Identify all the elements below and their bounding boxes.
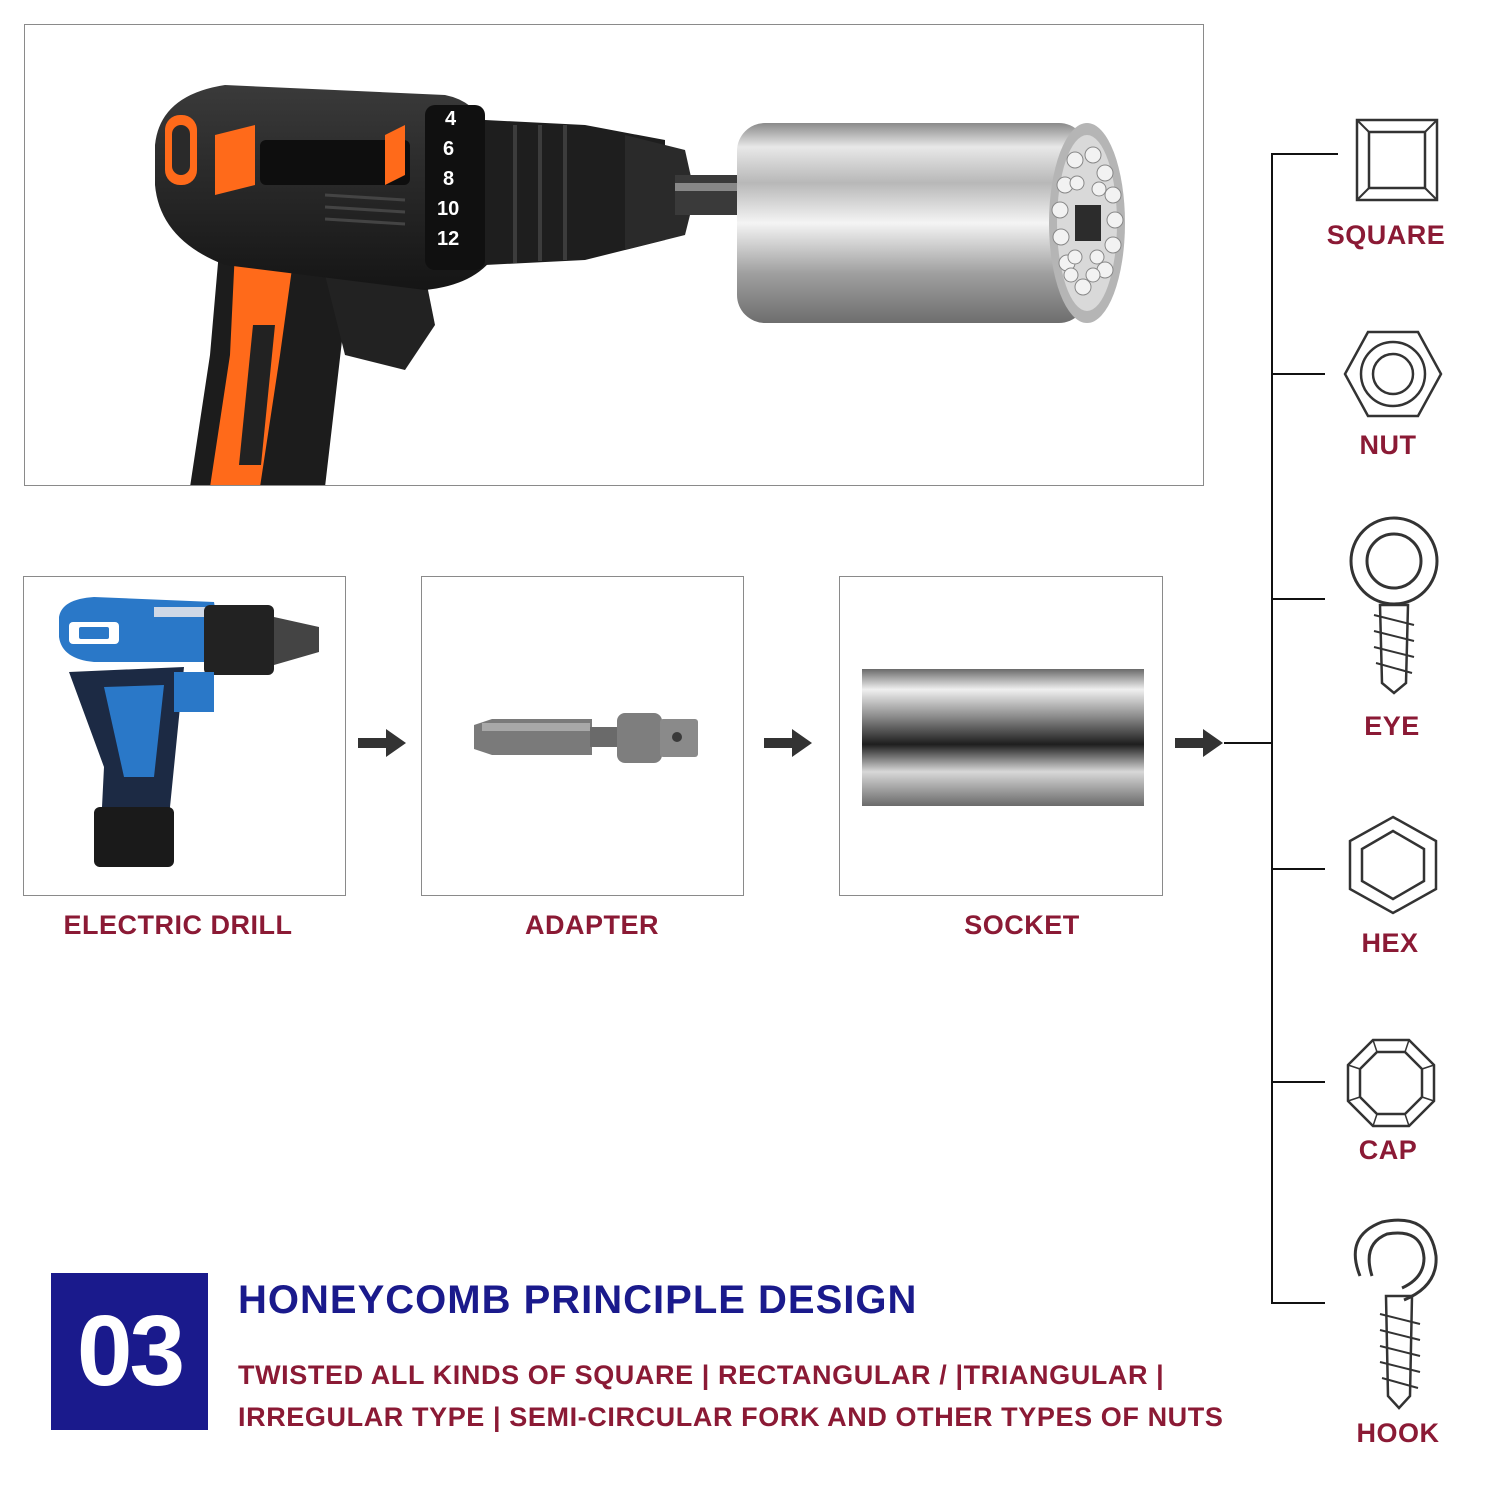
flow-label-adapter: ADAPTER (524, 910, 659, 940)
hook-screw-icon (1342, 1216, 1442, 1416)
drill-with-socket-illustration (25, 25, 1204, 486)
flow-label-electric-drill: ELECTRIC DRILL (63, 910, 293, 940)
svg-text:6: 6 (443, 138, 455, 160)
svg-text:12: 12 (437, 228, 460, 250)
type-label-hook: HOOK (1356, 1418, 1440, 1448)
adapter-frame (421, 576, 744, 896)
svg-text:10: 10 (437, 198, 460, 220)
hero-image-frame (24, 24, 1204, 486)
hex-head-icon (1348, 815, 1438, 915)
arrow-right-icon (1175, 729, 1225, 757)
arrow-right-icon (358, 729, 408, 757)
cap-icon (1346, 1038, 1436, 1128)
tree-branch-hook (1271, 1302, 1325, 1304)
arrow-right-icon (764, 729, 814, 757)
tree-trunk (1271, 153, 1273, 1303)
nut-icon (1343, 330, 1443, 418)
tree-branch-nut (1271, 373, 1325, 375)
electric-drill-icon (24, 577, 344, 893)
type-label-eye: EYE (1364, 711, 1420, 741)
electric-drill-frame (23, 576, 346, 896)
socket-icon (840, 577, 1160, 893)
type-label-square: SQUARE (1326, 220, 1446, 250)
flow-label-socket: SOCKET (964, 910, 1080, 940)
svg-text:8: 8 (443, 168, 455, 190)
svg-text:4: 4 (445, 108, 457, 130)
square-head-icon (1355, 118, 1439, 202)
eye-bolt-icon (1346, 515, 1442, 695)
feature-description-line-1: TWISTED ALL KINDS OF SQUARE | RECTANGULAR / |TRIANGULAR | (238, 1360, 1165, 1390)
tree-connector (1224, 742, 1272, 744)
type-label-hex: HEX (1361, 928, 1419, 958)
adapter-icon (422, 577, 742, 893)
feature-number-badge: 03 (51, 1273, 208, 1430)
tree-branch-cap (1271, 1081, 1325, 1083)
socket-frame (839, 576, 1163, 896)
tree-branch-square (1271, 153, 1338, 155)
feature-title: HONEYCOMB PRINCIPLE DESIGN (238, 1278, 918, 1322)
type-label-nut: NUT (1359, 430, 1417, 460)
feature-description-line-2: IRREGULAR TYPE | SEMI-CIRCULAR FORK AND OTHER TYPES OF NUTS (238, 1402, 1224, 1432)
tree-branch-eye (1271, 598, 1325, 600)
tree-branch-hex (1271, 868, 1325, 870)
type-label-cap: CAP (1358, 1135, 1418, 1165)
